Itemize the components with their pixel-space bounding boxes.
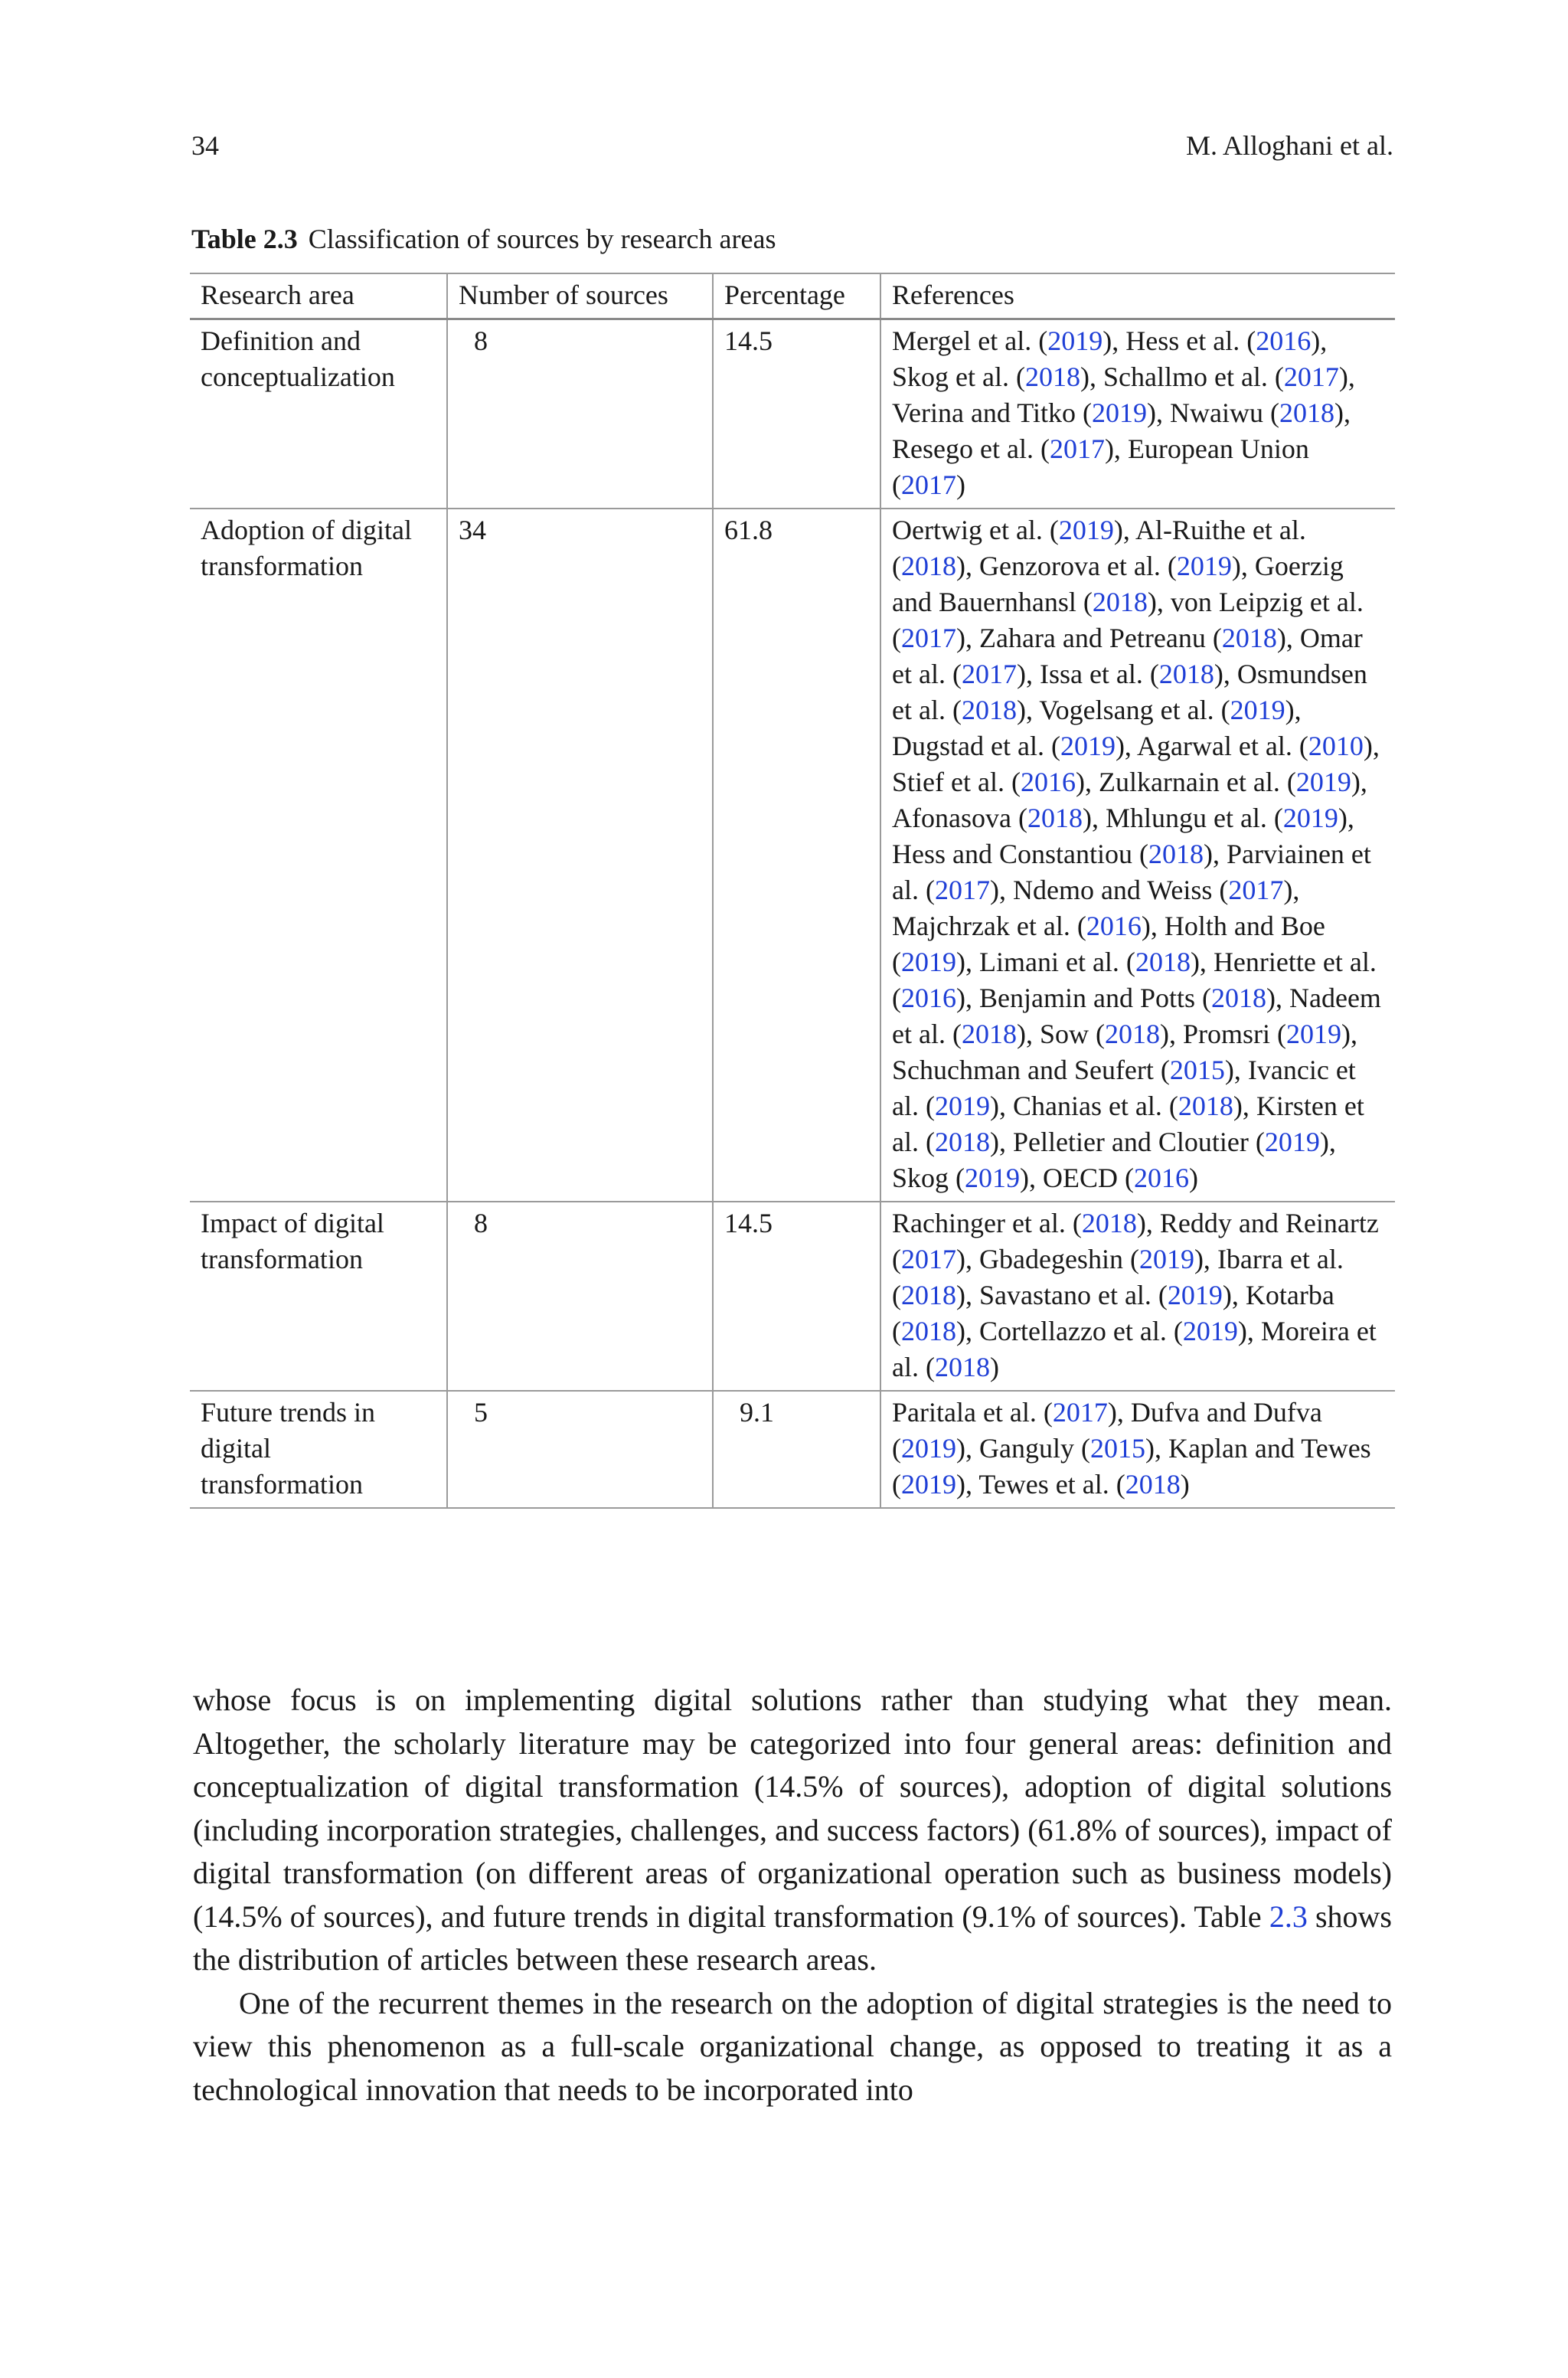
citation-author: Agarwal et al. ( (1136, 731, 1308, 761)
table-header-row (190, 273, 1395, 319)
body-paragraph: One of the recurrent themes in the research on the adoption of digital strategies is the need to view this phenomenon as a full-scale organizational change, as opposed to treating it as a technological innovation that needs to be incorporated into (193, 1985, 1392, 2107)
citation-author: Mergel et al. ( (892, 325, 1048, 356)
citation-year-link[interactable]: 2019 (1047, 325, 1103, 356)
citation-author: Ganguly ( (979, 1433, 1090, 1464)
citation-punctuation: ), (1231, 551, 1255, 581)
running-head-authors: M. Alloghani et al. (1186, 130, 1393, 161)
citation-punctuation: ), (1363, 731, 1380, 761)
column-header-references: References (880, 273, 1395, 319)
citation-author: Afonasova ( (892, 803, 1027, 833)
citation-punctuation: ), (1016, 695, 1040, 725)
citation-author: Pelletier and Cloutier ( (1012, 1127, 1265, 1157)
citation-punctuation: ), (1276, 623, 1300, 653)
citation-author: Vogelsang et al. ( (1039, 695, 1230, 725)
page-number: 34 (191, 130, 219, 161)
citation-year-link[interactable]: 2018 (934, 1127, 990, 1157)
cell-percentage: 61.8 (713, 509, 880, 1202)
citation-author: Genzorova et al. ( (979, 551, 1177, 581)
citation-punctuation: ), (1145, 1433, 1168, 1464)
citation-year-link[interactable]: 2018 (934, 1352, 990, 1382)
citation-year-link[interactable]: 2017 (1228, 875, 1284, 905)
citation-punctuation: ), (1107, 1397, 1131, 1428)
citation-year-link[interactable]: 2017 (901, 469, 956, 500)
citation-year-link[interactable]: 2019 (1060, 731, 1116, 761)
citation-year-link[interactable]: 2019 (1058, 515, 1114, 545)
citation-year-link[interactable]: 2017 (1283, 361, 1339, 392)
citation-year-link[interactable]: 2019 (901, 947, 956, 977)
cell-number-of-sources: 8 (447, 1202, 713, 1391)
citation-year-link[interactable]: 2018 (1148, 839, 1204, 869)
citation-punctuation: ), (1338, 803, 1354, 833)
table-label: Table 2.3 (191, 224, 298, 254)
citation-punctuation: ), (1222, 1280, 1246, 1310)
citation-year-link[interactable]: 2018 (1135, 947, 1191, 977)
citation-punctuation: ), (1102, 325, 1126, 356)
citation-author: Hess and Constantiou ( (892, 839, 1148, 869)
citation-year-link[interactable]: 2018 (961, 1019, 1017, 1049)
citation-year-link[interactable]: 2018 (1092, 587, 1148, 617)
citation-punctuation: ), (1214, 659, 1237, 689)
sources-table (190, 273, 1395, 1509)
citation-year-link[interactable]: 2018 (901, 551, 956, 581)
citation-year-link[interactable]: 2017 (901, 623, 956, 653)
citation-punctuation: ) (989, 1352, 999, 1382)
citation-author: Kaplan and Tewes ( (892, 1433, 1371, 1500)
citation-punctuation: ), (1104, 433, 1128, 464)
citation-author: Omar et al. ( (892, 623, 1363, 689)
citation-punctuation: ), (1194, 1244, 1217, 1274)
citation-punctuation: ), (956, 983, 979, 1013)
body-paragraph (193, 1679, 1392, 1982)
citation-punctuation: ), (1351, 767, 1367, 797)
citation-year-link[interactable]: 2015 (1169, 1055, 1225, 1085)
citation-author: Kotarba ( (892, 1280, 1334, 1346)
citation-punctuation: ), (1147, 397, 1170, 428)
table-caption-text: Classification of sources by research areas (308, 224, 776, 254)
cell-research-area: Future trends in digital transformation (201, 1397, 375, 1500)
citation-author: Mhlungu et al. ( (1105, 803, 1283, 833)
column-header-number-of-sources: Number of sources (447, 273, 713, 319)
citation-year-link[interactable]: 2018 (1221, 623, 1277, 653)
citation-punctuation: ), (1334, 397, 1351, 428)
citation-author: Sow ( (1039, 1019, 1105, 1049)
citation-punctuation: ), (956, 551, 979, 581)
table-row (190, 319, 1395, 509)
cell-percentage: 9.1 (713, 1391, 880, 1508)
citation-year-link[interactable]: 2018 (1024, 361, 1080, 392)
citation-punctuation: ), (1266, 983, 1289, 1013)
citation-author: Majchrzak et al. ( (892, 911, 1086, 941)
citation-year-link[interactable]: 2010 (1308, 731, 1364, 761)
table-row (190, 509, 1395, 1202)
citation-year-link[interactable]: 2019 (1295, 767, 1351, 797)
citation-author: OECD ( (1043, 1163, 1135, 1193)
citation-author: Schuchman and Seufert ( (892, 1055, 1170, 1085)
citation-author: Skog et al. ( (892, 361, 1025, 392)
citation-punctuation: ), (1190, 947, 1214, 977)
citation-punctuation: ), (1147, 587, 1171, 617)
citation-year-link[interactable]: 2018 (1125, 1469, 1181, 1500)
citation-punctuation: ), (1285, 695, 1302, 725)
cell-references (880, 1202, 1395, 1391)
citation-author: Nwaiwu ( (1170, 397, 1279, 428)
citation-punctuation: ) (1189, 1163, 1199, 1193)
citation-punctuation: ), (1203, 839, 1227, 869)
citation-year-link[interactable]: 2017 (934, 875, 990, 905)
citation-year-link[interactable]: 2019 (1138, 1244, 1194, 1274)
table-caption (191, 222, 1393, 256)
citation-punctuation: ) (1180, 1469, 1190, 1500)
citation-year-link[interactable]: 2019 (1092, 397, 1147, 428)
citation-punctuation: ), (1283, 875, 1300, 905)
citation-author: Issa et al. ( (1039, 659, 1159, 689)
citation-year-link[interactable]: 2019 (934, 1091, 990, 1121)
citation-year-link[interactable]: 2018 (1210, 983, 1266, 1013)
citation-author: Al-Ruithe et al. ( (892, 515, 1306, 581)
citation-punctuation: ), (1016, 659, 1040, 689)
paragraph-text: whose focus is on implementing digital solutions rather than studying what they mean. Altogether, the scholarly literature may be categorized into four general areas: definition and conceptualization of digital transformation (14.5% of sources), adoption of digital solutions (including incorporation strategies, challenges, and success factors) (61.8% of sources), impact of digital transformation (on different areas of organizational operation such as business models) (14.5% of sources), and future trends in digital transformation (9.1% of sources). Table (193, 1683, 1392, 1934)
citation-punctuation: ), (1082, 803, 1106, 833)
citation-author: von Leipzig et al. ( (892, 587, 1364, 653)
table-row (190, 1391, 1395, 1508)
citation-year-link[interactable]: 2019 (1182, 1316, 1238, 1346)
citation-author: Chanias et al. ( (1012, 1091, 1178, 1121)
citation-author: Promsri ( (1182, 1019, 1286, 1049)
citation-author: Cortellazzo et al. ( (979, 1316, 1183, 1346)
cell-number-of-sources: 8 (447, 319, 713, 509)
cell-research-area: Impact of digital transformation (201, 1208, 384, 1274)
citation-punctuation: ) (956, 469, 965, 500)
citation-year-link[interactable]: 2019 (1167, 1280, 1223, 1310)
citation-punctuation: ), (989, 1127, 1013, 1157)
citation-punctuation: ), (1075, 767, 1099, 797)
citation-punctuation: ), (1224, 1055, 1248, 1085)
citation-year-link[interactable]: 2017 (961, 659, 1017, 689)
citation-punctuation: ), (1141, 911, 1165, 941)
citation-author: Resego et al. ( (892, 433, 1050, 464)
citation-punctuation: ), (1338, 361, 1355, 392)
citation-year-link[interactable]: 2019 (1285, 1019, 1341, 1049)
citation-punctuation: ), (1311, 325, 1328, 356)
citation-year-link[interactable]: 2017 (1049, 433, 1105, 464)
citation-punctuation: ), (1016, 1019, 1040, 1049)
citation-year-link[interactable]: 2018 (1081, 1208, 1137, 1238)
citation-author: Dugstad et al. ( (892, 731, 1060, 761)
citation-author: Oertwig et al. ( (892, 515, 1059, 545)
citation-year-link[interactable]: 2016 (1020, 767, 1076, 797)
citation-author: Rachinger et al. ( (892, 1208, 1082, 1238)
citation-year-link[interactable]: 2017 (1052, 1397, 1108, 1428)
citation-punctuation: ), (1341, 1019, 1357, 1049)
citation-year-link[interactable]: 2016 (1086, 911, 1142, 941)
citation-punctuation: ), (956, 1316, 979, 1346)
citation-punctuation: ), (956, 623, 979, 653)
citation-year-link[interactable]: 2018 (1104, 1019, 1160, 1049)
citation-punctuation: ), (989, 1091, 1013, 1121)
citation-year-link[interactable]: 2016 (1256, 325, 1312, 356)
body-text (193, 1679, 1392, 2111)
citation-punctuation: ), (956, 1433, 979, 1464)
citation-author: Stief et al. ( (892, 767, 1021, 797)
table-row (190, 1202, 1395, 1391)
paragraph-text: shows the distribution of articles between these research areas. (193, 1899, 1392, 1977)
citation-punctuation: ), (989, 875, 1013, 905)
citation-punctuation: ), (1159, 1019, 1183, 1049)
citation-year-link[interactable]: 2019 (1264, 1127, 1320, 1157)
citation-year-link[interactable]: 2018 (901, 1316, 956, 1346)
citation-punctuation: ), (956, 1244, 979, 1274)
cell-references (880, 509, 1395, 1202)
citation-author: Parviainen et al. ( (892, 839, 1371, 905)
cell-research-area: Definition and conceptualization (201, 325, 395, 392)
citation-year-link[interactable]: 2018 (1279, 397, 1334, 428)
citation-year-link[interactable]: 2018 (961, 695, 1017, 725)
citation-author: Ivancic et al. ( (892, 1055, 1356, 1121)
citation-author: Paritala et al. ( (892, 1397, 1053, 1428)
citation-author: Hess et al. ( (1125, 325, 1256, 356)
citation-year-link[interactable]: 2018 (1178, 1091, 1233, 1121)
citation-punctuation: ), (1136, 1208, 1160, 1238)
citation-punctuation: ), (956, 947, 979, 977)
citation-author: Dufva and Dufva ( (892, 1397, 1322, 1464)
citation-author: European Union ( (892, 433, 1309, 500)
citation-year-link[interactable]: 2018 (1158, 659, 1214, 689)
column-header-research-area: Research area (201, 280, 354, 310)
citation-author: Kirsten et al. ( (892, 1091, 1364, 1157)
citation-year-link[interactable]: 2019 (901, 1469, 956, 1500)
citation-punctuation: ), (1020, 1163, 1044, 1193)
citation-author: Goerzig and Bauernhansl ( (892, 551, 1344, 617)
citation-author: Schallmo et al. ( (1102, 361, 1284, 392)
citation-author: Reddy and Reinartz ( (892, 1208, 1379, 1274)
cell-number-of-sources: 5 (447, 1391, 713, 1508)
citation-punctuation: ), (1113, 515, 1135, 545)
citation-punctuation: ), (956, 1469, 979, 1500)
citation-author: Benjamin and Potts ( (979, 983, 1211, 1013)
citation-author: Skog ( (892, 1163, 965, 1193)
citation-punctuation: ), (1237, 1316, 1261, 1346)
citation-author: Nadeem et al. ( (892, 983, 1381, 1049)
citation-year-link[interactable]: 2019 (1230, 695, 1285, 725)
citation-year-link[interactable]: 2019 (965, 1163, 1021, 1193)
citation-punctuation: ), (1080, 361, 1103, 392)
citation-author: Ibarra et al. ( (892, 1244, 1344, 1310)
citation-author: Moreira et al. ( (892, 1316, 1377, 1382)
citation-punctuation: ), (1115, 731, 1137, 761)
citation-author: Henriette et al. ( (892, 947, 1377, 1013)
cell-references (880, 1391, 1395, 1508)
citation-year-link[interactable]: 2017 (901, 1244, 956, 1274)
cell-percentage: 14.5 (713, 319, 880, 509)
citation-author: Ndemo and Weiss ( (1012, 875, 1229, 905)
citation-author: Holth and Boe ( (892, 911, 1325, 977)
citation-year-link[interactable]: 2019 (1282, 803, 1338, 833)
citation-punctuation: ), (1319, 1127, 1336, 1157)
table-crossref-link[interactable]: 2.3 (1269, 1899, 1308, 1934)
citation-author: Tewes et al. ( (978, 1469, 1125, 1500)
citation-year-link[interactable]: 2019 (1176, 551, 1232, 581)
cell-research-area: Adoption of digital transformation (201, 515, 412, 581)
citation-author: Osmundsen et al. ( (892, 659, 1367, 725)
citation-author: Verina and Titko ( (892, 397, 1092, 428)
citation-author: Zahara and Petreanu ( (979, 623, 1222, 653)
citation-year-link[interactable]: 2016 (901, 983, 956, 1013)
citation-year-link[interactable]: 2019 (901, 1433, 956, 1464)
cell-number-of-sources: 34 (447, 509, 713, 1202)
citation-year-link[interactable]: 2016 (1134, 1163, 1190, 1193)
citation-year-link[interactable]: 2018 (901, 1280, 956, 1310)
citation-punctuation: ), (1233, 1091, 1256, 1121)
citation-year-link[interactable]: 2015 (1089, 1433, 1145, 1464)
citation-author: Gbadegeshin ( (979, 1244, 1139, 1274)
citation-author: Savastano et al. ( (979, 1280, 1168, 1310)
citation-author: Limani et al. ( (979, 947, 1135, 977)
cell-percentage: 14.5 (713, 1202, 880, 1391)
citation-year-link[interactable]: 2018 (1027, 803, 1083, 833)
citation-author: Zulkarnain et al. ( (1098, 767, 1296, 797)
column-header-percentage: Percentage (713, 273, 880, 319)
citation-punctuation: ), (956, 1280, 979, 1310)
cell-references (880, 319, 1395, 509)
